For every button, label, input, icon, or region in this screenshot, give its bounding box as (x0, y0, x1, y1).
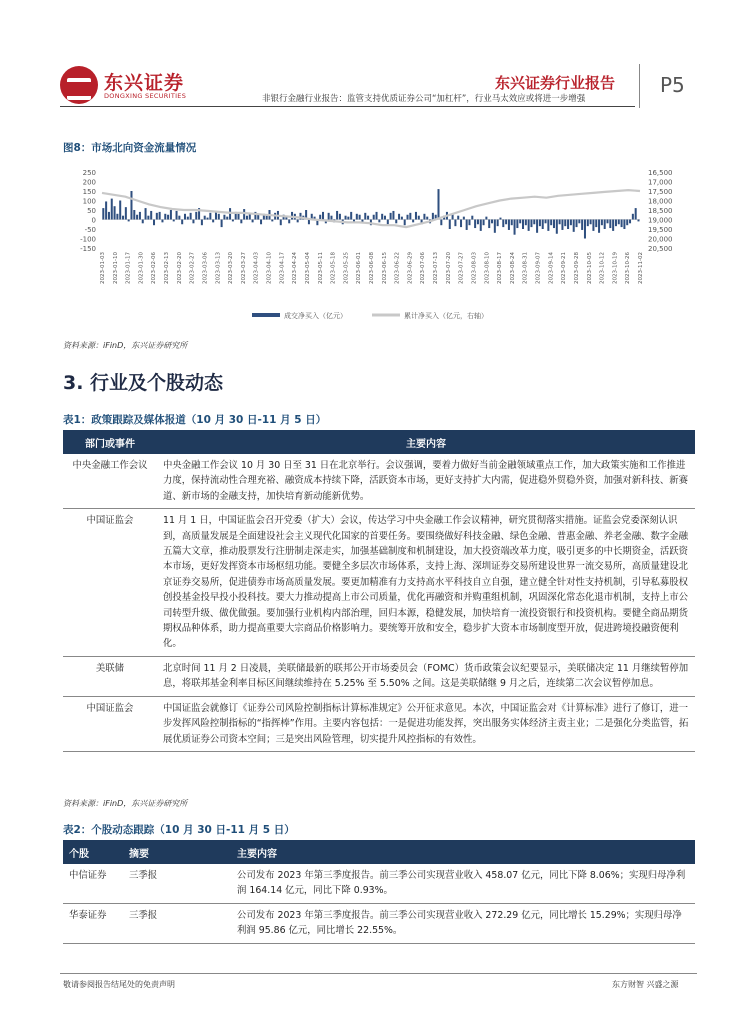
report-type: 东兴证券行业报告 (495, 74, 616, 92)
flow-bar (133, 210, 135, 220)
flow-bar (116, 214, 118, 220)
x-tick-label: 2023-07-20 (445, 252, 452, 284)
flow-bar (618, 220, 620, 225)
flow-bar (128, 220, 130, 222)
figure-source: 资料来源：iFinD，东兴证券研究所 (63, 341, 188, 350)
x-tick-label: 2023-03-27 (240, 252, 247, 284)
table1-header-content: 主要内容 (157, 430, 695, 454)
flow-bar (125, 207, 127, 219)
x-tick-label: 2023-03-06 (202, 252, 209, 284)
table-row (63, 656, 695, 696)
company-logo-icon (60, 66, 98, 104)
table2-header-summary: 摘要 (123, 840, 231, 864)
page-number: P5 (660, 73, 685, 97)
flow-bar (519, 220, 521, 224)
flow-bar (356, 214, 358, 220)
left-tick-label: -50 (84, 226, 96, 234)
table1-content: 北京时间 11 月 2 日凌晨，美联储最新的联邦公开市场委员会（FOMC）货币政策会议纪要显示，美联储决定 11 月继续暂停加息，将联邦基金利率目标区间继续维持在 5.25% 至 5.50% 之间。这是美联储继 9 月之后，连续第二次会议暂停加息。 (157, 656, 695, 696)
flow-bar (606, 220, 608, 224)
flow-bar (257, 215, 259, 220)
flow-bar (471, 216, 473, 220)
flow-bar (240, 220, 242, 224)
table1-dept: 中国证监会 (63, 509, 157, 657)
flow-bar (156, 213, 158, 220)
flow-bar (328, 213, 330, 220)
flow-bar (516, 220, 518, 229)
flow-bar (595, 220, 597, 228)
company-logo-en: DONGXING SECURITIES (104, 92, 187, 100)
flow-bar (477, 220, 479, 225)
right-tick-label: 20,500 (648, 245, 673, 253)
flow-bar (629, 220, 631, 224)
right-tick-label: 20,000 (648, 235, 673, 244)
x-tick-label: 2023-10-05 (586, 252, 593, 284)
left-tick-label: 250 (82, 169, 96, 177)
x-tick-label: 2023-05-11 (317, 252, 324, 284)
flow-bar (105, 201, 107, 219)
flow-bar (418, 216, 420, 220)
x-tick-label: 2023-01-10 (112, 252, 119, 284)
flow-bar (145, 208, 147, 219)
legend-line-label: 累计净买入（亿元，右轴） (404, 312, 488, 320)
flow-bar (581, 220, 583, 230)
flow-bar (542, 220, 544, 230)
flow-bar (238, 214, 240, 220)
flow-bar (604, 220, 606, 230)
flow-bar (232, 220, 234, 222)
flow-bar (150, 211, 152, 220)
flow-bar (139, 212, 141, 220)
flow-bar (463, 217, 465, 220)
flow-bar (528, 220, 530, 231)
flow-bar (102, 208, 104, 219)
left-tick-label: -150 (80, 245, 96, 253)
right-tick-label: 19,000 (648, 216, 673, 225)
flow-bar (570, 220, 572, 226)
table-row (63, 864, 695, 903)
flow-bar (499, 218, 501, 220)
left-tick-label: 150 (82, 188, 96, 196)
x-tick-label: 2023-07-06 (420, 252, 427, 284)
flow-bar (209, 213, 211, 220)
table1-header-dept: 部门或事件 (63, 430, 157, 454)
flow-bar (423, 214, 425, 220)
flow-bar (404, 220, 406, 226)
table-row (63, 696, 695, 751)
flow-bar (243, 209, 245, 219)
flow-bar (223, 215, 225, 220)
x-tick-label: 2023-06-01 (356, 252, 363, 284)
flow-bar (601, 220, 603, 226)
header-divider (639, 64, 640, 108)
flow-bar (508, 220, 510, 230)
x-tick-label: 2023-04-03 (253, 252, 260, 284)
flow-bar (615, 220, 617, 227)
table2-content: 公司发布 2023 年第三季度报告。前三季公司实现营业收入 272.29 亿元，同比增长 15.29%；实现归母净利润 95.86 亿元，同比增长 22.55%。 (231, 903, 695, 943)
header-rule (60, 106, 635, 107)
flow-bar (384, 216, 386, 220)
right-tick-label: 16,500 (648, 169, 673, 177)
flow-bar (181, 220, 183, 225)
flow-bar (612, 220, 614, 231)
flow-bar (367, 216, 369, 220)
flow-bar (491, 220, 493, 224)
x-tick-label: 2023-08-17 (497, 252, 504, 284)
flow-bar (530, 220, 532, 228)
northbound-flow-chart (62, 160, 692, 330)
x-tick-label: 2023-05-25 (343, 252, 350, 284)
flow-bar (488, 220, 490, 229)
x-tick-label: 2023-02-13 (164, 252, 171, 284)
x-tick-label: 2023-03-20 (228, 252, 235, 284)
flow-bar (457, 216, 459, 220)
flow-bar (635, 208, 637, 219)
flow-bar (474, 220, 476, 229)
flow-bar (564, 220, 566, 227)
flow-bar (130, 191, 132, 220)
flow-bar (511, 220, 513, 226)
flow-bar (266, 216, 268, 220)
flow-bar (522, 220, 524, 230)
flow-bar (260, 220, 262, 225)
flow-bar (167, 215, 169, 220)
flow-bar (271, 220, 273, 222)
flow-bar (437, 189, 439, 219)
table1-dept: 中国证监会 (63, 696, 157, 751)
flow-bar (170, 210, 172, 220)
flow-bar (494, 220, 496, 233)
x-tick-label: 2023-07-13 (433, 252, 440, 284)
table1-dept: 中央金融工作会议 (63, 454, 157, 509)
flow-bar (398, 214, 400, 220)
flow-bar (153, 220, 155, 226)
flow-bar (392, 211, 394, 220)
flow-bar (359, 215, 361, 220)
flow-bar (218, 214, 220, 220)
flow-bar (114, 206, 116, 219)
flow-bar (592, 220, 594, 231)
flow-bar (176, 211, 178, 220)
x-tick-label: 2023-04-17 (279, 252, 286, 284)
table2-header-stock: 个股 (63, 840, 123, 864)
flow-bar (347, 217, 349, 220)
flow-bar (505, 220, 507, 225)
flow-bar (161, 220, 163, 223)
flow-bar (395, 220, 397, 224)
flow-bar (559, 220, 561, 225)
flow-bar (590, 220, 592, 225)
flow-bar (497, 220, 499, 227)
flow-bar (587, 220, 589, 227)
flow-bar (246, 216, 248, 220)
table2-summary: 三季报 (123, 903, 231, 943)
x-tick-label: 2023-03-13 (215, 252, 222, 284)
left-tick-label: 100 (82, 197, 96, 206)
left-tick-label: 200 (82, 178, 96, 187)
flow-bar (466, 220, 468, 230)
footer-slogan: 东方财智 兴盛之源 (612, 980, 679, 989)
table1-content: 中国证监会就修订《证券公司风险控制指标计算标准规定》公开征求意见。本次，中国证监会对《计算标准》进行了修订，进一步发挥风险控制指标的“指挥棒”作用。主要内容包括：一是促进功能发挥，突出服务实体经济主责主业；二是强化分类监管，拓展优质证券公司资本空间；三是突出风险管理，切实提升风控指标的有效性。 (157, 696, 695, 751)
table2-title: 表2：个股动态跟踪（10 月 30 日-11 月 5 日） (63, 824, 295, 836)
x-tick-label: 2023-09-07 (535, 252, 542, 284)
flow-bar (297, 220, 299, 223)
flow-bar (288, 220, 290, 224)
flow-bar (381, 214, 383, 220)
footer-disclaimer: 敬请参阅报告结尾处的免责声明 (63, 980, 175, 989)
table-row (63, 903, 695, 943)
flow-bar (195, 212, 197, 220)
flow-bar (632, 214, 634, 220)
table-row (63, 454, 695, 509)
right-tick-label: 18,000 (648, 197, 673, 206)
flow-bar (190, 213, 192, 220)
flow-bar (626, 220, 628, 226)
flow-bar (136, 215, 138, 220)
flow-bar (187, 217, 189, 220)
flow-bar (553, 220, 555, 229)
flow-bar (584, 220, 586, 239)
flow-bar (480, 220, 482, 231)
flow-bar (550, 220, 552, 226)
x-tick-label: 2023-08-03 (471, 252, 478, 284)
x-tick-label: 2023-10-12 (599, 252, 606, 284)
flow-bar (212, 220, 214, 223)
table1-content: 中央金融工作会议 10 月 30 日至 31 日在北京举行。会议强调，要着力做好当前金融领域重点工作，加大政策实施和工作推进力度，保持流动性合理充裕、融资成本持续下降，活跃资本市场，更好支持扩大内需，促进稳外贸稳外资，加强对新科技、新赛道、新市场的金融支持，加快培育新动能新优势。 (157, 454, 695, 509)
table2-stock: 中信证券 (63, 864, 123, 903)
flow-bar (483, 220, 485, 226)
table2-stock: 华泰证券 (63, 903, 123, 943)
x-tick-label: 2023-05-18 (330, 252, 337, 284)
flow-bar (330, 216, 332, 220)
flow-bar (178, 216, 180, 220)
table-row (63, 509, 695, 657)
flow-bar (390, 213, 392, 220)
x-tick-label: 2023-06-15 (381, 252, 388, 284)
flow-bar (609, 220, 611, 229)
x-tick-label: 2023-10-19 (612, 252, 619, 284)
right-tick-label: 17,500 (648, 188, 673, 196)
flow-bar (142, 220, 144, 224)
flow-bar (556, 220, 558, 234)
table2-summary: 三季报 (123, 864, 231, 903)
company-logo-name: 东兴证券 (104, 72, 185, 94)
policy-table (63, 430, 695, 752)
flow-bar (407, 215, 409, 220)
flow-bar (147, 216, 149, 220)
right-tick-label: 17,000 (648, 178, 673, 187)
x-tick-label: 2023-04-10 (266, 252, 273, 284)
flow-bar (173, 220, 175, 222)
right-tick-label: 18,500 (648, 207, 673, 215)
report-subtitle: 非银行金融行业报告：监管支持优质证券公司“加杠杆”，行业马太效应或将进一步增强 (262, 94, 586, 104)
flow-bar (412, 220, 414, 223)
figure-title: 图8：市场北向资金流量情况 (63, 142, 197, 154)
flow-bar (525, 220, 527, 226)
flow-bar (468, 220, 470, 226)
flow-bar (221, 220, 223, 228)
flow-bar (440, 220, 442, 226)
x-tick-label: 2023-02-20 (176, 252, 183, 284)
flow-bar (308, 220, 310, 225)
flow-bar (401, 217, 403, 220)
x-tick-label: 2023-01-03 (100, 252, 106, 284)
x-tick-label: 2023-08-31 (522, 252, 529, 284)
x-tick-label: 2023-10-26 (625, 252, 632, 284)
x-tick-label: 2023-04-24 (292, 252, 299, 284)
table2-header-content: 主要内容 (231, 840, 695, 864)
flow-bar (119, 201, 121, 220)
flow-bar (561, 220, 563, 230)
flow-bar (502, 220, 504, 228)
flow-bar (514, 220, 516, 235)
flow-bar (454, 220, 456, 227)
x-tick-label: 2023-02-06 (151, 252, 158, 284)
flow-bar (621, 220, 623, 228)
flow-bar (432, 213, 434, 220)
flow-bar (576, 220, 578, 228)
flow-bar (578, 220, 580, 224)
flow-bar (539, 220, 541, 227)
flow-bar (376, 212, 378, 220)
flow-bar (364, 213, 366, 220)
x-tick-label: 2023-07-27 (458, 252, 465, 284)
flow-bar (322, 212, 324, 220)
flow-bar (573, 220, 575, 232)
flow-bar (159, 212, 161, 220)
flow-bar (319, 215, 321, 220)
right-tick-label: 19,500 (648, 226, 673, 234)
table1-dept: 美联储 (63, 656, 157, 696)
flow-bar (345, 216, 347, 220)
flow-bar (545, 220, 547, 224)
left-tick-label: 0 (91, 216, 96, 225)
x-tick-label: 2023-09-28 (573, 252, 580, 284)
x-tick-label: 2023-06-08 (369, 252, 375, 284)
x-tick-label: 2023-06-22 (394, 252, 401, 284)
flow-bar (336, 211, 338, 220)
stock-table (63, 840, 695, 944)
x-tick-label: 2023-11-02 (638, 252, 644, 284)
flow-bar (449, 220, 451, 230)
table1-source: 资料来源：iFinD，东兴证券研究所 (63, 799, 188, 808)
table1-title: 表1：政策跟踪及媒体报道（10 月 30 日-11 月 5 日） (63, 414, 327, 426)
flow-bar (373, 215, 375, 220)
flow-bar (598, 220, 600, 233)
x-tick-label: 2023-01-30 (138, 252, 145, 284)
flow-bar (547, 220, 549, 231)
x-tick-label: 2023-02-27 (189, 252, 196, 284)
flow-bar (252, 220, 254, 223)
table1-content: 11 月 1 日，中国证监会召开党委（扩大）会议，传达学习中央金融工作会议精神，研究贯彻落实措施。证监会党委深刻认识到，高质量发展是全面建设社会主义现代化国家的首要任务。要围绕做好科技金融、绿色金融、普惠金融、养老金融、数字金融五篇大文章，推动股票发行注册制走深走实，加强基础制度和机制建设，加大投资端改革力度，吸引更多的中长期资金，活跃资本市场，更好发挥资本市场枢纽功能。要健全多层次市场体系，支持上海、深圳证券交易所建设世界一流交易所，高质量建设北京证券交易所，促进债券市场高质量发展。要更加精准有力支持高水平科技自立自强，建立健全针对性支持机制，引导私募股权创投基金投早投小投科技。要大力推动提高上市公司质量，优化再融资和并购重组机制，巩固深化常态化退市机制，支持上市公司转型升级、做优做强。要加强行业机构内部治理，回归本源，稳健发展，加快培育一流投资银行和投资机构。要健全商品期货期权品种体系，助力提高重要大宗商品价格影响力。要统筹开放和安全，稳步扩大资本市场制度型开放，促进跨境投融资便利化。 (157, 509, 695, 657)
x-tick-label: 2023-09-21 (561, 252, 568, 284)
flow-bar (111, 199, 113, 220)
flow-bar (426, 217, 428, 220)
flow-bar (164, 214, 166, 220)
section-title: 3. 行业及个股动态 (63, 372, 224, 394)
flow-bar (378, 220, 380, 223)
x-tick-label: 2023-05-04 (304, 252, 311, 284)
flow-bar (536, 220, 538, 233)
flow-bar (207, 218, 209, 220)
flow-bar (204, 216, 206, 220)
flow-bar (339, 214, 341, 220)
legend-bar-label: 成交净买入（亿元） (284, 312, 347, 320)
flow-bar (184, 214, 186, 220)
flow-bar (201, 220, 203, 226)
flow-bar (350, 212, 352, 220)
x-tick-label: 2023-09-14 (548, 252, 555, 284)
flow-bar (567, 220, 569, 230)
flow-bar (637, 220, 639, 222)
flow-bar (108, 212, 110, 220)
flow-bar (533, 220, 535, 225)
x-tick-label: 2023-08-10 (484, 252, 491, 284)
flow-bar (485, 217, 487, 220)
left-tick-label: -100 (80, 235, 96, 244)
x-tick-label: 2023-06-29 (407, 252, 414, 284)
table2-content: 公司发布 2023 年第三季度报告。前三季公司实现营业收入 458.07 亿元，同比下降 8.06%；实现归母净利润 164.14 亿元，同比下降 0.93%。 (231, 864, 695, 903)
flow-bar (280, 220, 282, 226)
footer-rule (60, 973, 697, 974)
x-tick-label: 2023-08-24 (509, 252, 516, 284)
flow-bar (415, 212, 417, 220)
flow-bar (122, 216, 124, 220)
flow-bar (623, 220, 625, 230)
x-tick-label: 2023-01-17 (125, 252, 132, 284)
legend-bar-swatch (252, 313, 280, 317)
flow-bar (387, 220, 389, 225)
left-tick-label: 50 (87, 207, 96, 215)
flow-bar (192, 220, 194, 224)
flow-bar (226, 217, 228, 220)
flow-bar (409, 213, 411, 220)
flow-bar (460, 220, 462, 228)
